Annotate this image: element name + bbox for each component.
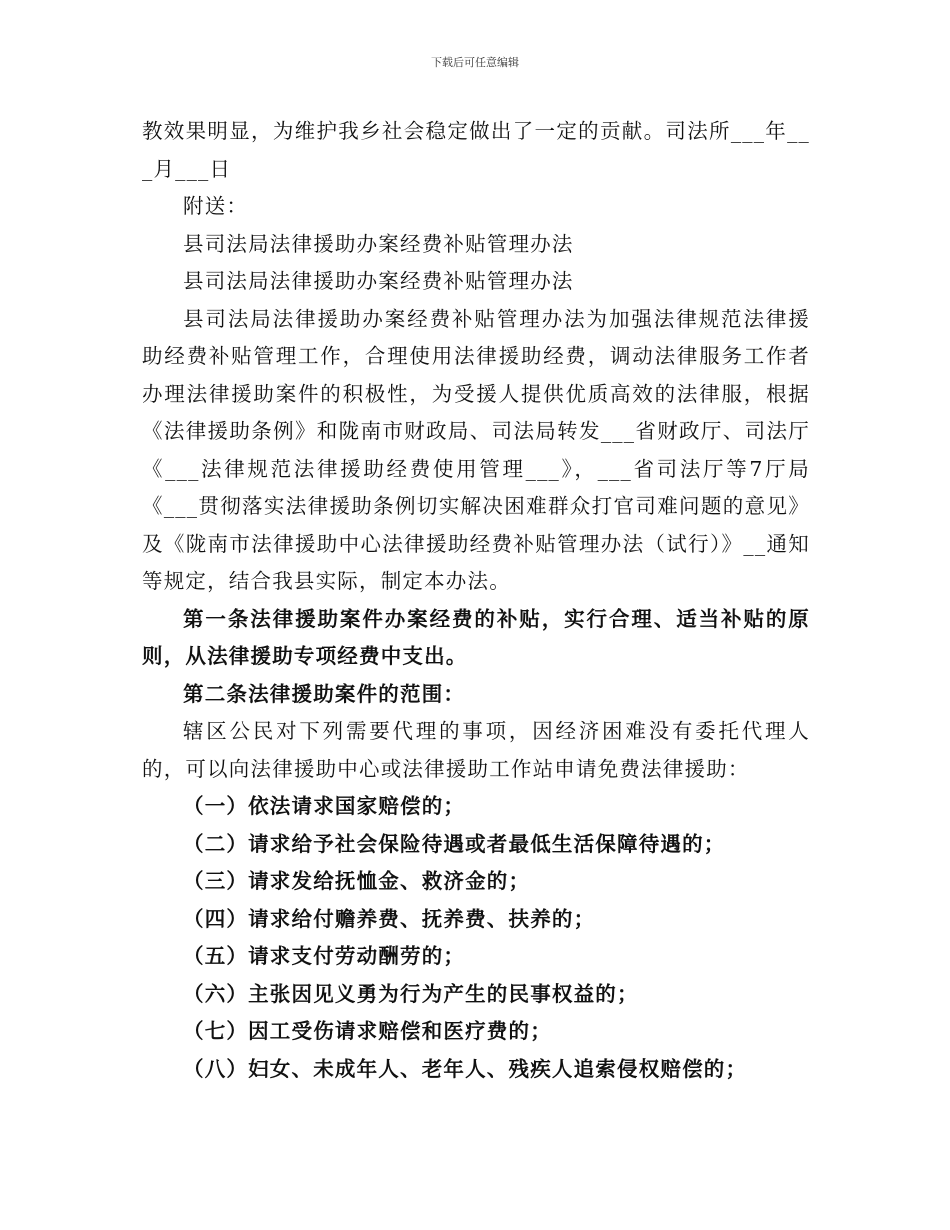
attachment-label: 附送： [183, 194, 249, 218]
list-item: （一）依法请求国家赔偿的； [183, 794, 466, 818]
list-item: （六）主张因见义勇为行为产生的民事权益的； [183, 981, 639, 1006]
page-header: 下载后可任意编辑 [431, 56, 519, 69]
list-item: （五）请求支付劳动酬劳的； [183, 944, 466, 968]
document-title: 县司法局法律援助办案经费补贴管理办法 [183, 269, 574, 293]
attachment-title: 县司法局法律援助办案经费补贴管理办法 [183, 231, 574, 256]
list-item: （八）妇女、未成年人、老年人、残疾人追索侵权赔偿的； [183, 1056, 748, 1081]
scope-paragraph: 辖区公民对下列需要代理的事项，因经济困难没有委托代理人的，可以向法律援助中心或法律援助工作站申请免费法律援助： [142, 719, 810, 781]
list-item: （七）因工受伤请求赔偿和医疗费的； [183, 1019, 552, 1043]
list-item: （三）请求发给抚恤金、救济金的； [183, 869, 531, 893]
article-1: 第一条法律援助案件办案经费的补贴，实行合理、适当补贴的原则，从法律援助专项经费中支出。 [142, 606, 810, 668]
list-item: （二）请求给予社会保险待遇或者最低生活保障待遇的； [183, 831, 726, 856]
document-body [142, 113, 810, 1088]
intro-paragraph: 县司法局法律援助办案经费补贴管理办法为加强法律规范法律援助经费补贴管理工作，合理使用法律援助经费，调动法律服务工作者办理法律援助案件的积极性，为受援人提供优质高效的法律服，根据《法律援助条例》和陇南市财政局、司法局转发___省财政厅、司法厅《___法律规范法律援助经费使用管理___》，___省司法厅等7厅局《___贯彻落实法律援助条例切实解决困难群众打官司难问题的意见》及《陇南市法律援助中心法律援助经费补贴管理办法（试行）》__通知等规定，结合我县实际，制定本办法。 [142, 306, 810, 593]
list-item: （四）请求给付赡养费、抚养费、扶养的； [183, 906, 596, 931]
paragraph-continuation: 教效果明显，为维护我乡社会稳定做出了一定的贡献。司法所___年__ _月___日 [142, 119, 810, 181]
article-2-heading: 第二条法律援助案件的范围： [183, 681, 466, 706]
